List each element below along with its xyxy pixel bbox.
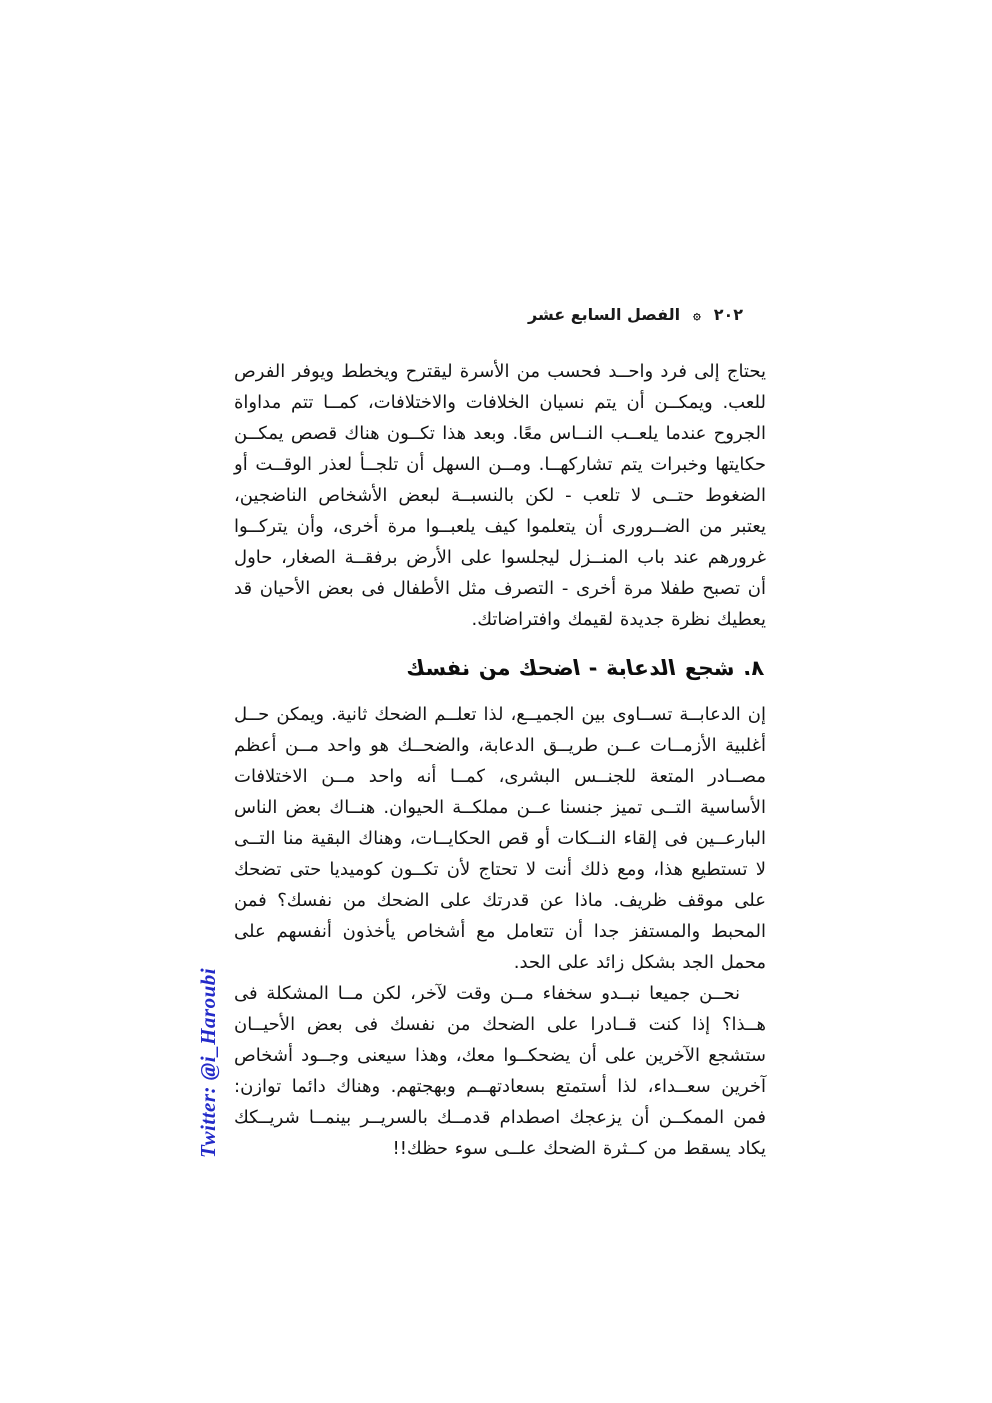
running-head — [528, 305, 743, 324]
paragraph: يحتاج إلى فرد واحــد فحسب من الأسرة ليقترح ويخطط ويوفر الفرص للعب. ويمكــن أن يتم نسيان الخلافات والاختلافات، كمــا تتم مداواة الجروح عندما يلعــب النــاس معًا. وبعد هذا تكــون هناك قصص يمكــن حكايتها وخبرات يتم تشاركهــا. ومــن السهل أن تلجــأ لعذر الوقــت أو الضغوط حتــى لا تلعب - لكن بالنسبــة لبعض الأشخاص الناضجين، يعتبر من الضــرورى أن يتعلموا كيف يلعبــوا مرة أخرى، وأن يتركــوا غرورهم عند باب المنــزل ليجلسوا على الأرض برفقــة الصغار، حاول أن تصبح طفلا مرة أخرى - التصرف مثل الأطفال فى بعض الأحيان قد يعطيك نظرة جديدة لقيمك وافتراضاتك. — [234, 361, 766, 630]
section-heading: ٨. شجع الدعابة - اضحك من نفسك — [403, 656, 766, 680]
twitter-watermark: Twitter: @i_Haroubi — [196, 967, 220, 1158]
paragraph: نحــن جميعا نبــدو سخفاء مــن وقت لآخر، لكن مــا المشكلة فى هــذا؟ إذا كنت قــادرا على الضحك من نفسك فى بعض الأحيــان ستشجع الآخرين على أن يضحكــوا معك، وهذا سيعنى وجــود أشخاص آخرين سعــداء، لذا أستمتع بسعادتهــم وبهجتهم. وهناك دائما توازن: فمن الممكــن أن يزعجك اصطدام قدمــك بالسريــر بينمــا شريــكك يكاد يسقط من كــثرة الضحك علــى سوء حظك!! — [234, 983, 766, 1159]
ornament-icon: ۞ — [693, 308, 701, 323]
paragraph: إن الدعابــة تســاوى بين الجميــع، لذا تعلــم الضحك ثانية. ويمكن حــل أغلبية الأزمــات عــن طريــق الدعابة، والضحــك هو واحد مــن أعظم مصــادر المتعة للجنــس البشرى، كمــا أنه واحد مــن الاختلافات الأساسية التــى تميز جنسنا عــن مملكــة الحيوان. هنــاك بعض الناس البارعــين فى إلقاء النــكات أو قص الحكايــات، وهناك البقية منا التــى لا تستطيع هذا، ومع ذلك أنت لا تحتاج لأن تكــون كوميديا حتى تضحك على موقف ظريف. ماذا عن قدرتك على الضحك من نفسك؟ فمن المحبط والمستفز جدا أن تتعامل مع أشخاص يأخذون أنفسهم على محمل الجد بشكل زائد على الحد. — [234, 704, 766, 973]
chapter-title: الفصل السابع عشر — [528, 305, 681, 324]
page-number: ٢٠٢ — [713, 305, 743, 324]
text-column — [234, 356, 766, 1164]
